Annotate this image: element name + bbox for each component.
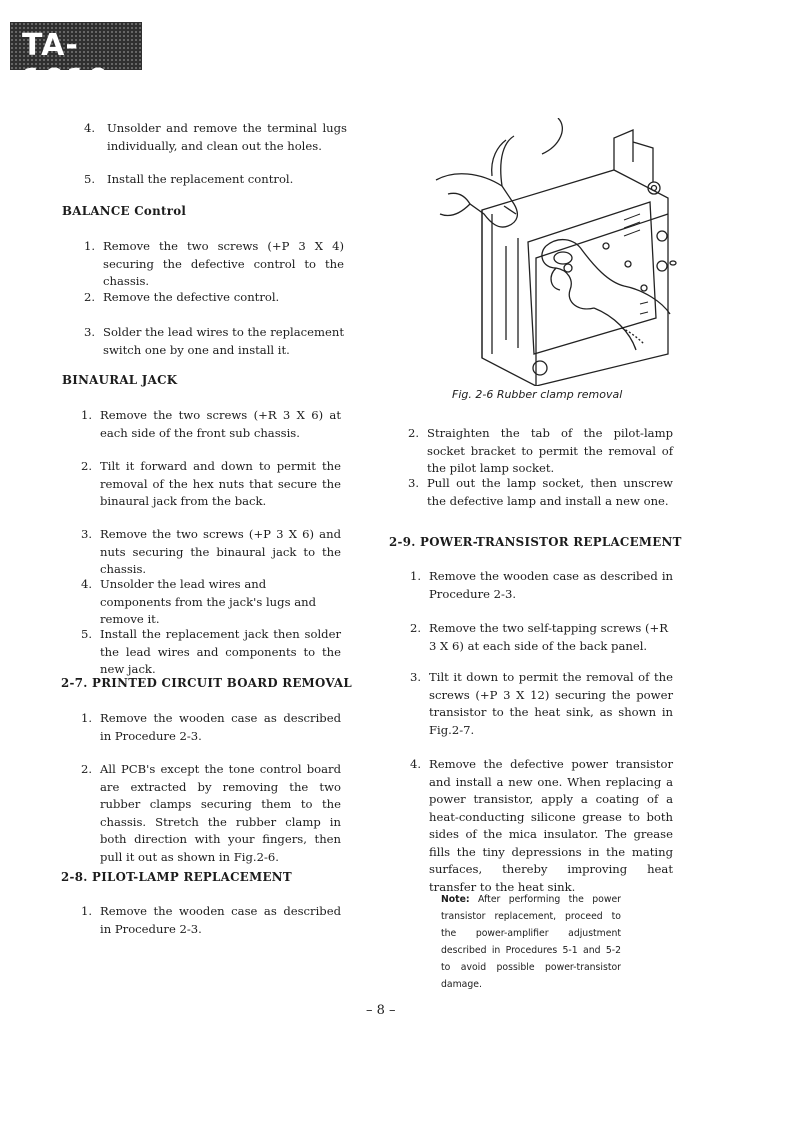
step-number: 3. [84,325,96,339]
figure-rubber-clamp-illustration [418,118,680,386]
step-text: Remove the wooden case as described in Procedure 2-3. [100,711,341,743]
step-number: 4. [84,121,96,135]
note-text: After performing the power transistor replacement, proceed to the power-amplifier adjustment described in Procedures 5-1 and 5-2 to avoid possible power-transistor damage. [441,894,621,990]
step-number: 2. [408,426,420,440]
chassis-frame [482,130,668,386]
model-badge [10,22,142,98]
step-text: Remove the wooden case as described in Procedure 2-3. [429,569,673,601]
step-text: Remove the wooden case as described in Procedure 2-3. [100,904,341,936]
left-hand [436,136,517,227]
note-block [441,891,621,993]
step-text: Remove the two screws (+R 3 X 6) at each side of the front sub chassis. [100,408,341,440]
step-number: 1. [81,408,93,422]
step-text: Solder the lead wires to the replacement switch one by one and install it. [103,325,344,357]
step-text: Install the replacement jack then solder the lead wires and components to the new jack. [100,627,341,676]
figure-caption: Fig. 2-6 Rubber clamp removal [452,388,623,401]
wire-and-clamp [533,118,644,375]
step-number: 2. [410,621,422,635]
step-text: Remove the two screws (+P 3 X 6) and nuts securing the binaural jack to the chassis. [100,527,341,576]
step-text: Install the replacement control. [107,172,294,186]
step-text: Unsolder and remove the terminal lugs individually, and clean out the holes. [107,121,347,153]
step-number: 3. [410,670,422,684]
step-number: 1. [84,239,96,253]
step-number: 2. [81,459,93,473]
section-heading-pcb-removal: 2-7. PRINTED CIRCUIT BOARD REMOVAL [61,676,352,690]
step-number: 4. [410,757,422,771]
step-number: 2. [81,762,93,776]
step-text: Remove the two self-tapping screws (+R 3 X 6) at each side of the back panel. [429,621,668,653]
section-heading-balance: BALANCE Control [62,204,187,218]
step-number: 4. [81,577,93,591]
step-text: Tilt it forward and down to permit the removal of the hex nuts that secure the binaural jack from the back. [100,459,341,508]
step-text: Remove the defective power transistor and install a new one. When replacing a power transistor, apply a coating of a heat-conducting silicone grease to both sides of the mica insulator. The grease fills the tiny depressions in the mating surfaces, thereby improving heat transfer to the heat sink. [429,757,673,894]
step-number: 5. [84,172,96,186]
step-number: 5. [81,627,93,641]
step-text: Pull out the lamp socket, then unscrew the defective lamp and install a new one. [427,476,673,508]
step-number: 2. [84,290,96,304]
step-number: 3. [408,476,420,490]
step-number: 1. [410,569,422,583]
step-text: Straighten the tab of the pilot-lamp socket bracket to permit the removal of the pilot lamp socket. [427,426,673,475]
step-text: All PCB's except the tone control board are extracted by removing the two rubber clamps securing them to the chassis. Stretch the rubber clamp in both direction with your fingers, then pull it out as shown in Fig.2-6. [100,762,341,864]
step-number: 1. [81,711,93,725]
step-number: 3. [81,527,93,541]
section-heading-binaural: BINAURAL JACK [62,373,178,387]
step-text: Tilt it down to permit the removal of the screws (+P 3 X 12) securing the power transistor to the heat sink, as shown in Fig.2-7. [429,670,673,737]
step-text: Remove the two screws (+P 3 X 4) securing the defective control to the chassis. [103,239,344,288]
step-text: Remove the defective control. [103,290,280,304]
note-label: Note: [441,894,470,905]
step-number: 1. [81,904,93,918]
section-heading-power-transistor: 2-9. POWER-TRANSISTOR REPLACEMENT [389,535,682,549]
model-badge-text: TA-1010 [22,28,110,98]
section-heading-pilot-lamp: 2-8. PILOT-LAMP REPLACEMENT [61,870,292,884]
page-number: – 8 – [366,1003,396,1018]
step-text: Unsolder the lead wires and components from the jack's lugs and remove it. [100,577,317,626]
